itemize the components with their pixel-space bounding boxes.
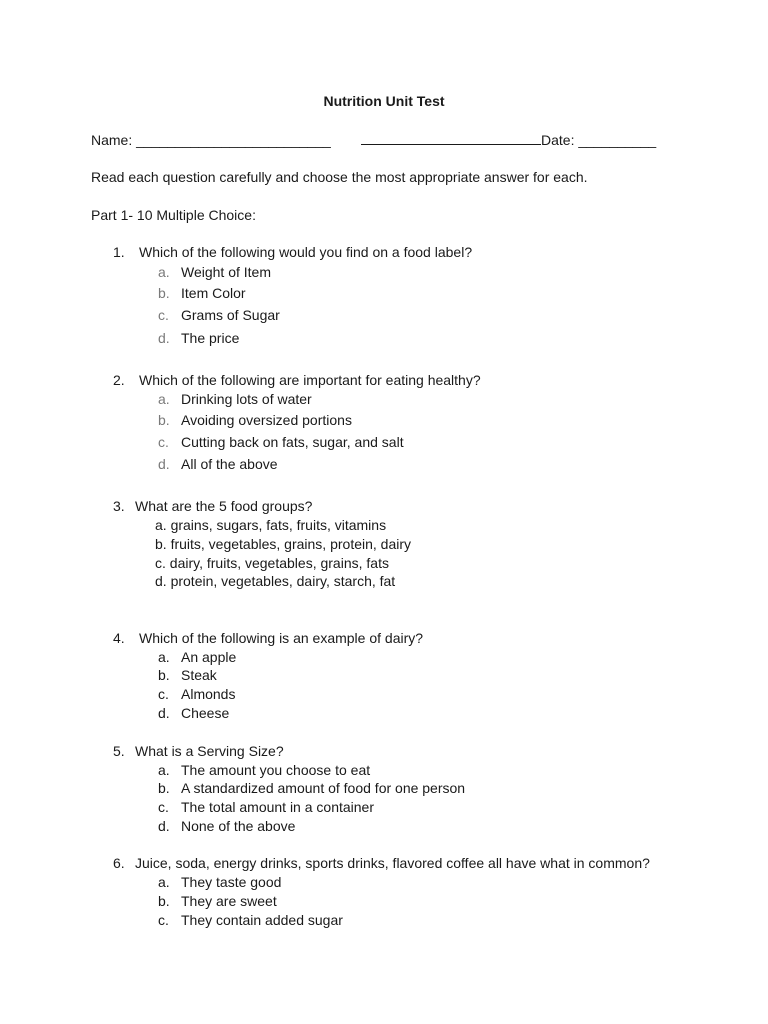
option-5a[interactable]: a. The amount you choose to eat (158, 762, 371, 778)
question-text: What are the 5 food groups? (135, 498, 313, 514)
question-text: Which of the following would you find on a food label? (139, 244, 473, 260)
option-6b[interactable]: b. They are sweet (158, 893, 277, 909)
question-5 (113, 742, 284, 760)
option-2c[interactable]: c. Cutting back on fats, sugar, and salt (158, 434, 404, 450)
name-blank[interactable]: _________________________ (136, 132, 331, 148)
option-3c[interactable]: c. dairy, fruits, vegetables, grains, fats (155, 555, 389, 571)
option-4a[interactable]: a. An apple (158, 649, 237, 665)
question-number: 3. (113, 498, 125, 514)
question-number: 5. (113, 743, 125, 759)
option-5b[interactable]: b. A standardized amount of food for one person (158, 780, 466, 796)
question-2 (113, 371, 481, 389)
option-5c[interactable]: c. The total amount in a container (158, 799, 375, 815)
question-6 (113, 854, 650, 872)
name-line (91, 131, 331, 149)
option-1c[interactable]: c. Grams of Sugar (158, 307, 280, 323)
option-1a[interactable]: a. Weight of Item (158, 264, 272, 280)
option-1d[interactable]: d. The price (158, 330, 240, 346)
instructions: Read each question carefully and choose the most appropriate answer for each. (91, 169, 588, 185)
option-3b[interactable]: b. fruits, vegetables, grains, protein, dairy (155, 536, 412, 552)
option-4d[interactable]: d. Cheese (158, 705, 230, 721)
option-1b[interactable]: b. Item Color (158, 285, 246, 301)
page-title: Nutrition Unit Test (323, 93, 445, 109)
option-6c[interactable]: c. They contain added sugar (158, 912, 343, 928)
question-text: What is a Serving Size? (135, 743, 284, 759)
option-6a[interactable]: a. They taste good (158, 874, 282, 890)
question-number: 2. (113, 372, 125, 388)
option-3d[interactable]: d. protein, vegetables, dairy, starch, fat (155, 573, 396, 589)
option-3a[interactable]: a. grains, sugars, fats, fruits, vitamins (155, 517, 387, 533)
question-text: Which of the following is an example of dairy? (139, 630, 424, 646)
question-3 (113, 497, 312, 515)
option-2b[interactable]: b. Avoiding oversized portions (158, 412, 352, 428)
name-label: Name: (91, 132, 133, 148)
question-number: 6. (113, 855, 125, 871)
option-2a[interactable]: a. Drinking lots of water (158, 391, 312, 407)
date-line (361, 131, 656, 149)
question-1 (113, 243, 472, 261)
part-heading: Part 1- 10 Multiple Choice: (91, 207, 256, 223)
option-4b[interactable]: b. Steak (158, 667, 217, 683)
date-blank[interactable]: __________ (578, 132, 657, 148)
blank-line[interactable] (361, 131, 541, 145)
question-number: 4. (113, 630, 125, 646)
question-text: Juice, soda, energy drinks, sports drinks, flavored coffee all have what in common? (135, 855, 650, 871)
question-text: Which of the following are important for eating healthy? (139, 372, 481, 388)
option-5d[interactable]: d. None of the above (158, 818, 296, 834)
date-label: Date: (541, 132, 575, 148)
option-4c[interactable]: c. Almonds (158, 686, 236, 702)
question-number: 1. (113, 244, 125, 260)
question-4 (113, 629, 423, 647)
option-2d[interactable]: d. All of the above (158, 456, 278, 472)
